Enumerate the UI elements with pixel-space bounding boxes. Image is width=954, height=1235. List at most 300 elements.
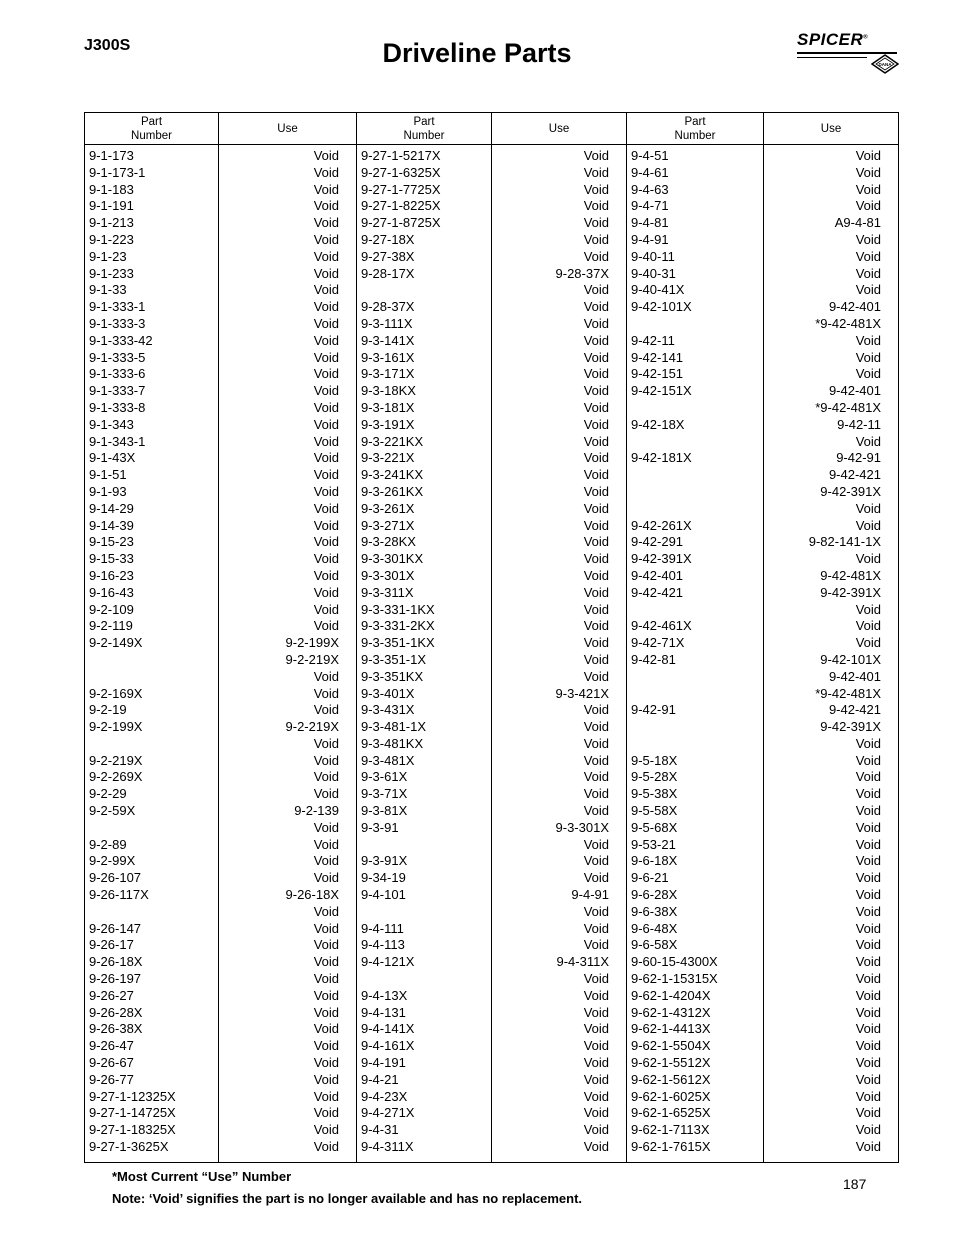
use-cell: Void — [583, 148, 609, 163]
use-cell: Void — [313, 500, 339, 516]
use-cell: Void — [313, 265, 339, 281]
use-cell: Void — [583, 551, 609, 567]
part-number-cell: 9-42-101X — [631, 299, 692, 315]
use-cell: 9-2-219X — [285, 651, 339, 667]
use-cell: Void — [855, 1038, 881, 1054]
part-number-cell: 9-42-141 — [631, 349, 684, 365]
use-cell: Void — [855, 735, 881, 751]
part-number-cell: 9-62-1-7113X — [631, 1122, 710, 1138]
part-number-cell: 9-1-51 — [89, 467, 127, 483]
part-number-cell: 9-26-28X — [89, 1004, 143, 1020]
use-cell: Void — [855, 198, 881, 214]
use-cell: Void — [583, 1071, 609, 1087]
use-cell: Void — [313, 383, 339, 399]
part-number-cell: 9-3-331-1KX — [361, 601, 435, 617]
part-number-cell: 9-1-333-42 — [89, 332, 153, 348]
use-cell: 9-42-11 — [837, 416, 881, 432]
part-number-cell: 9-27-18X — [361, 231, 415, 247]
use-cell: Void — [313, 164, 339, 180]
part-number-cell: 9-27-1-6325X — [361, 164, 441, 180]
use-cell: 9-3-301X — [555, 819, 609, 835]
part-number-cell: 9-40-31 — [631, 265, 676, 281]
use-cell: Void — [855, 819, 881, 835]
part-number-cell: 9-62-1-4413X — [631, 1021, 711, 1037]
use-cell: Void — [855, 752, 881, 768]
use-cell: Void — [313, 248, 339, 264]
use-cell: 9-42-391X — [820, 719, 881, 735]
use-cell: Void — [583, 534, 609, 550]
part-number-cell: 9-4-113 — [361, 937, 405, 953]
part-number-cell: 9-3-351-1X — [361, 651, 427, 667]
use-cell: Void — [313, 198, 339, 214]
use-cell: Void — [855, 635, 881, 651]
use-cell: Void — [313, 1021, 339, 1037]
use-cell: Void — [583, 433, 609, 449]
part-number-cell: 9-3-481-1X — [361, 719, 427, 735]
part-number-header: Part Number — [627, 113, 764, 145]
use-cell: Void — [313, 1004, 339, 1020]
part-number-cell: 9-3-401X — [361, 685, 415, 701]
part-number-cell: 9-4-101 — [361, 887, 406, 903]
part-number-cell: 9-26-197 — [89, 971, 142, 987]
use-column — [764, 145, 899, 1163]
part-number-cell: 9-3-301X — [361, 567, 415, 583]
use-cell: Void — [583, 231, 609, 247]
use-cell: Void — [583, 1004, 609, 1020]
use-cell: Void — [583, 399, 609, 415]
part-number-cell: 9-26-18X — [89, 954, 143, 970]
footnote-void: Note: ‘Void’ signifies the part is no longer available and has no replacement. — [112, 1191, 583, 1206]
part-number-cell: 9-60-15-4300X — [631, 954, 718, 970]
part-number-cell: 9-62-1-4312X — [631, 1004, 711, 1020]
use-header: Use — [764, 113, 899, 145]
use-cell: Void — [313, 786, 339, 802]
use-cell: Void — [583, 937, 609, 953]
part-number-cell: 9-3-71X — [361, 786, 408, 802]
part-number-cell: 9-3-91 — [361, 819, 399, 835]
use-cell: 9-2-219X — [285, 719, 339, 735]
part-number-cell: 9-5-18X — [631, 752, 678, 768]
part-number-cell: 9-42-11 — [631, 332, 675, 348]
use-cell: Void — [855, 148, 881, 163]
use-cell: 9-28-37X — [555, 265, 609, 281]
use-cell: Void — [583, 332, 609, 348]
registered-mark: ® — [863, 34, 869, 41]
part-number-cell: 9-5-38X — [631, 786, 678, 802]
part-number-cell: 9-2-269X — [89, 769, 143, 785]
part-number-cell: 9-16-43 — [89, 584, 134, 600]
part-number-cell: 9-42-81 — [631, 651, 676, 667]
use-cell: 9-82-141-1X — [808, 534, 881, 550]
part-number-cell: 9-62-1-6025X — [631, 1088, 711, 1104]
use-cell: Void — [313, 231, 339, 247]
use-cell: Void — [583, 870, 609, 886]
part-number-cell: 9-4-63 — [631, 181, 669, 197]
part-number-cell: 9-1-173-1 — [89, 164, 146, 180]
use-cell: Void — [583, 315, 609, 331]
part-number-cell — [631, 686, 763, 703]
part-number-cell: 9-26-117X — [89, 887, 149, 903]
part-number-cell: 9-62-1-5504X — [631, 1038, 711, 1054]
use-cell: Void — [855, 769, 881, 785]
part-number-cell: 9-6-18X — [631, 853, 678, 869]
part-number-cell: 9-4-21 — [361, 1071, 399, 1087]
use-cell: Void — [583, 618, 609, 634]
use-cell: Void — [583, 769, 609, 785]
use-cell: Void — [583, 500, 609, 516]
part-number-cell: 9-3-161X — [361, 349, 415, 365]
use-cell: Void — [313, 416, 339, 432]
part-number-cell: 9-1-333-6 — [89, 366, 146, 382]
part-number-cell: 9-6-28X — [631, 887, 678, 903]
use-cell: 9-26-18X — [285, 887, 339, 903]
use-cell: Void — [583, 1088, 609, 1104]
part-number-cell: 9-3-61X — [361, 769, 408, 785]
part-number-cell: 9-42-421 — [631, 584, 684, 600]
use-cell: Void — [313, 903, 339, 919]
use-cell: Void — [313, 853, 339, 869]
part-number-cell: 9-4-141X — [361, 1021, 415, 1037]
part-number-cell: 9-1-333-8 — [89, 399, 146, 415]
use-cell: Void — [583, 987, 609, 1003]
part-number-cell: 9-28-37X — [361, 299, 415, 315]
use-cell: A9-4-81 — [834, 215, 881, 231]
part-number-cell: 9-27-1-12325X — [89, 1088, 176, 1104]
use-cell: Void — [313, 1055, 339, 1071]
part-number-cell: 9-4-191 — [361, 1055, 406, 1071]
part-number-cell: 9-42-401 — [631, 567, 684, 583]
use-cell: Void — [583, 1055, 609, 1071]
use-cell: Void — [583, 668, 609, 684]
use-cell: Void — [313, 366, 339, 382]
use-cell: Void — [583, 752, 609, 768]
use-cell: Void — [583, 383, 609, 399]
footnote-most-current: *Most Current “Use” Number — [112, 1169, 292, 1184]
part-number-cell: 9-3-111X — [361, 315, 413, 331]
part-number-cell: 9-62-1-5512X — [631, 1055, 711, 1071]
part-number-cell: 9-2-169X — [89, 685, 143, 701]
use-cell: Void — [855, 987, 881, 1003]
use-cell: Void — [313, 567, 339, 583]
part-number-cell: 9-15-33 — [89, 551, 134, 567]
part-number-cell: 9-3-351-1KX — [361, 635, 435, 651]
use-cell: *9-42-481X — [815, 315, 881, 331]
part-number-cell: 9-27-1-3625X — [89, 1139, 169, 1155]
use-cell: Void — [583, 483, 609, 499]
part-number-cell: 9-28-17X — [361, 265, 415, 281]
use-cell: 9-42-481X — [820, 567, 881, 583]
part-number-cell: 9-1-43X — [89, 450, 136, 466]
part-number-cell: 9-4-31 — [361, 1122, 399, 1138]
use-cell: Void — [855, 181, 881, 197]
part-number-cell: 9-4-51 — [631, 148, 669, 163]
part-number-cell: 9-5-58X — [631, 803, 678, 819]
part-number-cell: 9-1-223 — [89, 231, 134, 247]
use-cell: Void — [855, 903, 881, 919]
part-number-cell: 9-1-333-1 — [89, 299, 146, 315]
part-number-cell: 9-27-1-18325X — [89, 1122, 176, 1138]
part-number-cell: 9-3-91X — [361, 853, 408, 869]
use-cell: 9-2-199X — [285, 635, 339, 651]
part-number-header: Part Number — [85, 113, 219, 145]
part-number-cell: 9-4-121X — [361, 954, 415, 970]
part-number-cell: 9-42-91 — [631, 702, 676, 718]
model-code: J300S — [84, 37, 131, 54]
part-number-cell: 9-4-81 — [631, 215, 669, 231]
part-number-cell — [631, 434, 763, 451]
part-number-cell: 9-26-27 — [89, 987, 134, 1003]
part-number-cell: 9-27-1-7725X — [361, 181, 441, 197]
use-cell: Void — [855, 500, 881, 516]
use-cell: *9-42-481X — [815, 685, 881, 701]
part-number-cell: 9-1-33 — [89, 282, 127, 298]
use-cell: Void — [313, 534, 339, 550]
use-cell: Void — [583, 299, 609, 315]
use-cell: Void — [313, 769, 339, 785]
use-cell: Void — [855, 231, 881, 247]
part-number-cell: 9-3-241KX — [361, 467, 424, 483]
use-cell: Void — [313, 836, 339, 852]
use-cell: Void — [313, 618, 339, 634]
part-number-cell: 9-40-11 — [631, 248, 675, 264]
use-cell: Void — [855, 937, 881, 953]
use-cell: Void — [583, 198, 609, 214]
use-cell: Void — [583, 971, 609, 987]
part-number-cell: 9-27-1-8225X — [361, 198, 441, 214]
part-number-cell: 9-26-38X — [89, 1021, 143, 1037]
part-number-cell: 9-42-151X — [631, 383, 692, 399]
use-cell: Void — [313, 315, 339, 331]
part-number-cell: 9-3-221KX — [361, 433, 424, 449]
part-number-cell — [631, 602, 763, 619]
use-cell: Void — [855, 618, 881, 634]
part-number-cell — [361, 282, 491, 299]
use-cell: Void — [313, 551, 339, 567]
part-number-cell: 9-26-67 — [89, 1055, 134, 1071]
use-cell: Void — [313, 870, 339, 886]
part-number-cell: 9-2-29 — [89, 786, 127, 802]
part-number-cell: 9-27-1-14725X — [89, 1105, 176, 1121]
part-number-cell: 9-2-199X — [89, 719, 143, 735]
logo-badge-text: DANA — [878, 62, 892, 67]
use-cell: Void — [855, 1004, 881, 1020]
use-header: Use — [219, 113, 357, 145]
part-number-cell: 9-62-1-4204X — [631, 987, 711, 1003]
use-cell: Void — [583, 735, 609, 751]
part-number-cell — [89, 904, 218, 921]
use-cell: Void — [583, 164, 609, 180]
part-number-cell — [631, 736, 763, 753]
use-cell: Void — [855, 1122, 881, 1138]
part-number-cell: 9-3-331-2KX — [361, 618, 435, 634]
part-number-cell — [631, 484, 763, 501]
use-cell: Void — [313, 1122, 339, 1138]
part-number-cell: 9-15-23 — [89, 534, 134, 550]
part-number-cell: 9-1-183 — [89, 181, 134, 197]
part-number-cell: 9-27-1-5217X — [361, 148, 441, 163]
use-cell: Void — [313, 450, 339, 466]
use-cell: Void — [313, 668, 339, 684]
part-number-cell: 9-1-191 — [89, 198, 134, 214]
use-cell: Void — [313, 282, 339, 298]
part-number-cell: 9-2-19 — [89, 702, 127, 718]
part-number-cell: 9-3-28KX — [361, 534, 416, 550]
part-number-cell: 9-40-41X — [631, 282, 685, 298]
part-number-cell — [631, 719, 763, 736]
part-number-cell — [89, 820, 218, 837]
use-cell: Void — [855, 332, 881, 348]
part-number-cell: 9-42-71X — [631, 635, 685, 651]
use-cell: Void — [583, 1122, 609, 1138]
use-cell: Void — [855, 433, 881, 449]
use-cell: 9-3-421X — [555, 685, 609, 701]
part-number-cell: 9-14-29 — [89, 500, 134, 516]
use-cell: Void — [855, 971, 881, 987]
use-cell: Void — [583, 349, 609, 365]
use-cell: 9-42-421 — [828, 467, 881, 483]
use-cell: Void — [855, 786, 881, 802]
use-cell: Void — [313, 1071, 339, 1087]
part-number-cell: 9-4-311X — [361, 1139, 414, 1155]
part-number-cell: 9-6-58X — [631, 937, 678, 953]
use-cell: Void — [313, 1088, 339, 1104]
use-cell: Void — [313, 702, 339, 718]
part-number-cell: 9-4-271X — [361, 1105, 415, 1121]
part-number-cell: 9-4-91 — [631, 231, 669, 247]
use-cell: 9-42-421 — [828, 702, 881, 718]
use-cell: Void — [583, 635, 609, 651]
use-cell: Void — [313, 433, 339, 449]
use-column — [492, 145, 627, 1163]
use-cell: 9-42-391X — [820, 483, 881, 499]
part-number-cell — [361, 837, 491, 854]
part-number-cell: 9-3-261KX — [361, 483, 424, 499]
use-cell: Void — [313, 467, 339, 483]
use-cell: Void — [855, 248, 881, 264]
use-cell: Void — [855, 870, 881, 886]
use-cell: Void — [855, 366, 881, 382]
use-cell: Void — [313, 399, 339, 415]
use-cell: Void — [313, 1038, 339, 1054]
use-cell: 9-2-139 — [294, 803, 339, 819]
part-number-cell: 9-1-343-1 — [89, 433, 146, 449]
use-cell: Void — [855, 920, 881, 936]
part-number-cell: 9-1-23 — [89, 248, 127, 264]
part-number-cell: 9-4-161X — [361, 1038, 415, 1054]
use-cell: Void — [583, 282, 609, 298]
dana-diamond-icon — [871, 54, 899, 74]
part-number-cell: 9-3-431X — [361, 702, 415, 718]
part-number-cell: 9-3-311X — [361, 584, 414, 600]
use-cell: Void — [583, 920, 609, 936]
use-cell: 9-42-401 — [828, 299, 881, 315]
use-cell: Void — [855, 1088, 881, 1104]
part-number-cell — [631, 467, 763, 484]
part-number-column — [85, 145, 219, 1163]
part-number-cell: 9-3-301KX — [361, 551, 424, 567]
part-number-cell: 9-1-333-5 — [89, 349, 146, 365]
use-column — [219, 145, 357, 1163]
part-number-cell: 9-2-109 — [89, 601, 134, 617]
use-cell: Void — [583, 450, 609, 466]
use-cell: Void — [855, 803, 881, 819]
logo-rule-thin — [797, 57, 867, 58]
part-number-cell: 9-3-191X — [361, 416, 415, 432]
part-number-cell: 9-3-221X — [361, 450, 415, 466]
part-number-cell: 9-26-147 — [89, 920, 142, 936]
part-number-cell: 9-42-18X — [631, 416, 685, 432]
part-number-cell: 9-42-461X — [631, 618, 692, 634]
use-cell: Void — [583, 651, 609, 667]
use-cell: Void — [313, 215, 339, 231]
use-cell: 9-42-101X — [820, 651, 881, 667]
part-number-cell: 9-1-233 — [89, 265, 134, 281]
use-cell: Void — [313, 752, 339, 768]
part-number-cell — [631, 316, 763, 333]
use-cell: Void — [313, 685, 339, 701]
use-cell: Void — [313, 937, 339, 953]
use-cell: 9-42-401 — [828, 383, 881, 399]
use-cell: Void — [855, 1071, 881, 1087]
part-number-cell: 9-2-149X — [89, 635, 143, 651]
use-cell: Void — [583, 803, 609, 819]
part-number-cell: 9-26-107 — [89, 870, 142, 886]
part-number-cell: 9-4-23X — [361, 1088, 408, 1104]
use-cell: Void — [855, 836, 881, 852]
part-number-cell: 9-2-89 — [89, 836, 127, 852]
use-cell: Void — [313, 920, 339, 936]
part-number-cell: 9-42-151 — [631, 366, 684, 382]
part-number-cell: 9-42-391X — [631, 551, 692, 567]
part-number-cell: 9-4-131 — [361, 1004, 406, 1020]
table-body-row — [85, 145, 899, 1163]
use-cell: Void — [313, 584, 339, 600]
part-number-cell — [361, 971, 491, 988]
part-number-header: Part Number — [357, 113, 492, 145]
part-number-cell: 9-5-68X — [631, 819, 678, 835]
page-title: Driveline Parts — [382, 38, 572, 68]
parts-table — [84, 112, 899, 1163]
part-number-cell: 9-27-38X — [361, 248, 415, 264]
use-cell: Void — [313, 1105, 339, 1121]
part-number-cell: 9-3-481X — [361, 752, 415, 768]
use-cell: Void — [583, 567, 609, 583]
use-cell: Void — [583, 719, 609, 735]
use-cell: Void — [855, 1105, 881, 1121]
part-number-cell — [631, 400, 763, 417]
part-number-cell — [631, 669, 763, 686]
use-cell: Void — [583, 1038, 609, 1054]
use-cell: Void — [583, 853, 609, 869]
part-number-cell: 9-1-93 — [89, 483, 127, 499]
use-cell: Void — [583, 903, 609, 919]
part-number-cell: 9-4-71 — [631, 198, 669, 214]
use-cell: Void — [583, 1021, 609, 1037]
use-cell: Void — [855, 551, 881, 567]
part-number-cell — [361, 904, 491, 921]
part-number-cell: 9-42-261X — [631, 517, 692, 533]
table-header-row — [85, 113, 899, 145]
part-number-cell: 9-42-291 — [631, 534, 684, 550]
part-number-cell: 9-6-38X — [631, 903, 678, 919]
part-number-cell: 9-3-481KX — [361, 735, 424, 751]
use-cell: Void — [313, 987, 339, 1003]
use-cell: Void — [855, 601, 881, 617]
part-number-cell: 9-62-1-15315X — [631, 971, 718, 987]
use-cell: Void — [583, 702, 609, 718]
use-cell: Void — [583, 467, 609, 483]
use-cell: Void — [855, 1021, 881, 1037]
